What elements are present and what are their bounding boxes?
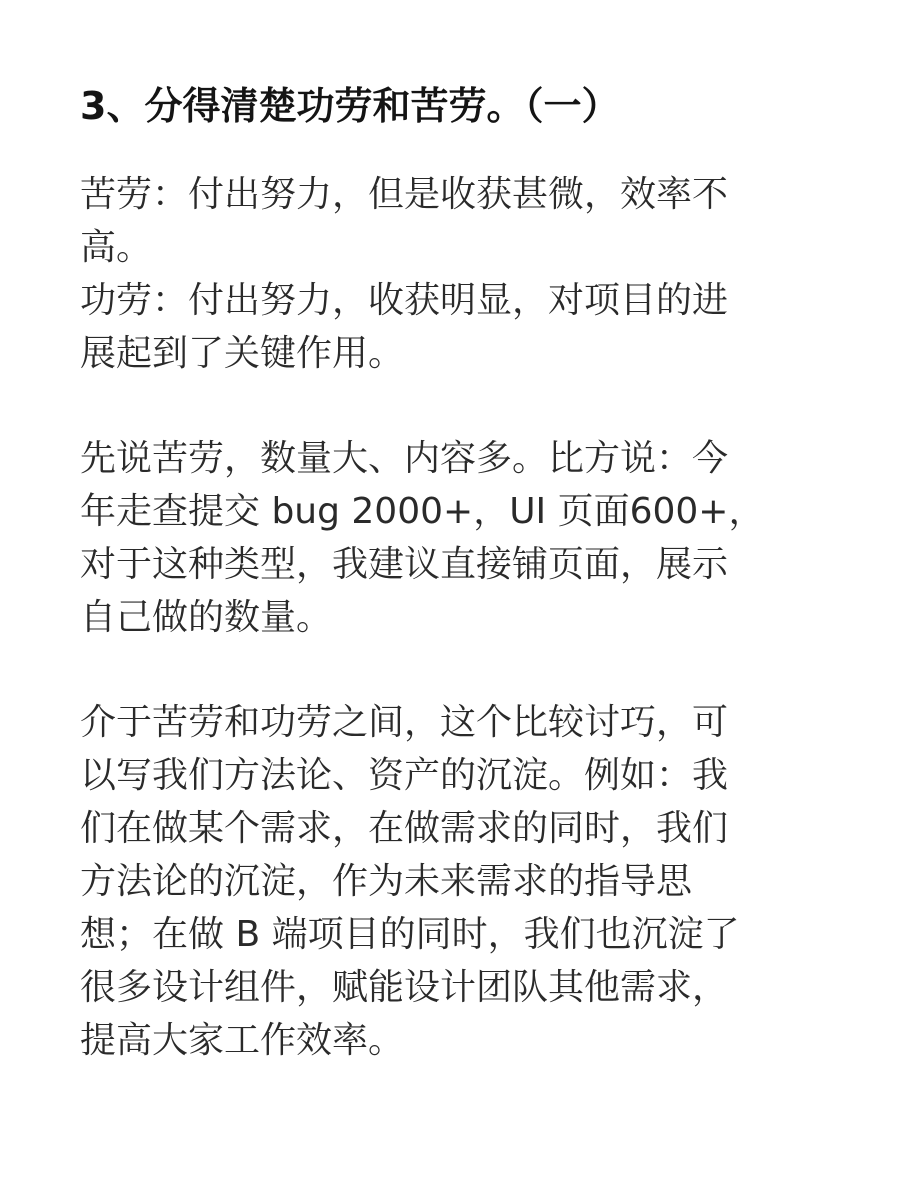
paragraph-definitions xyxy=(80,168,820,380)
text-line: 提高大家工作效率。 xyxy=(80,1020,405,1061)
text-line: 展起到了关键作用。 xyxy=(80,333,405,374)
text-line: 以写我们方法论、资产的沉淀。例如：我 xyxy=(80,755,729,796)
text-line: 先说苦劳，数量大、内容多。比方说：今 xyxy=(80,438,729,479)
text-line: 自己做的数量。 xyxy=(80,597,333,638)
text-line: 年走查提交 bug 2000+，UI 页面600+， xyxy=(80,491,765,532)
paragraph-hard-work xyxy=(80,432,820,644)
text-line: 介于苦劳和功劳之间，这个比较讨巧，可 xyxy=(80,702,729,743)
text-line: 方法论的沉淀，作为未来需求的指导思 xyxy=(80,861,693,902)
text-line: 想；在做 B 端项目的同时，我们也沉淀了 xyxy=(80,914,740,955)
text-line: 很多设计组件，赋能设计团队其他需求， xyxy=(80,967,729,1008)
text-line: 对于这种类型，我建议直接铺页面，展示 xyxy=(80,544,729,585)
text-line: 们在做某个需求，在做需求的同时，我们 xyxy=(80,808,729,849)
text-line: 功劳：付出努力，收获明显，对项目的进 xyxy=(80,280,729,321)
text-line: 苦劳：付出努力，但是收获甚微，效率不 xyxy=(80,174,729,215)
article-title: 3、分得清楚功劳和苦劳。（一） xyxy=(80,84,620,128)
paragraph-between xyxy=(80,696,820,1067)
text-line: 高。 xyxy=(80,227,153,268)
article xyxy=(80,72,820,1119)
